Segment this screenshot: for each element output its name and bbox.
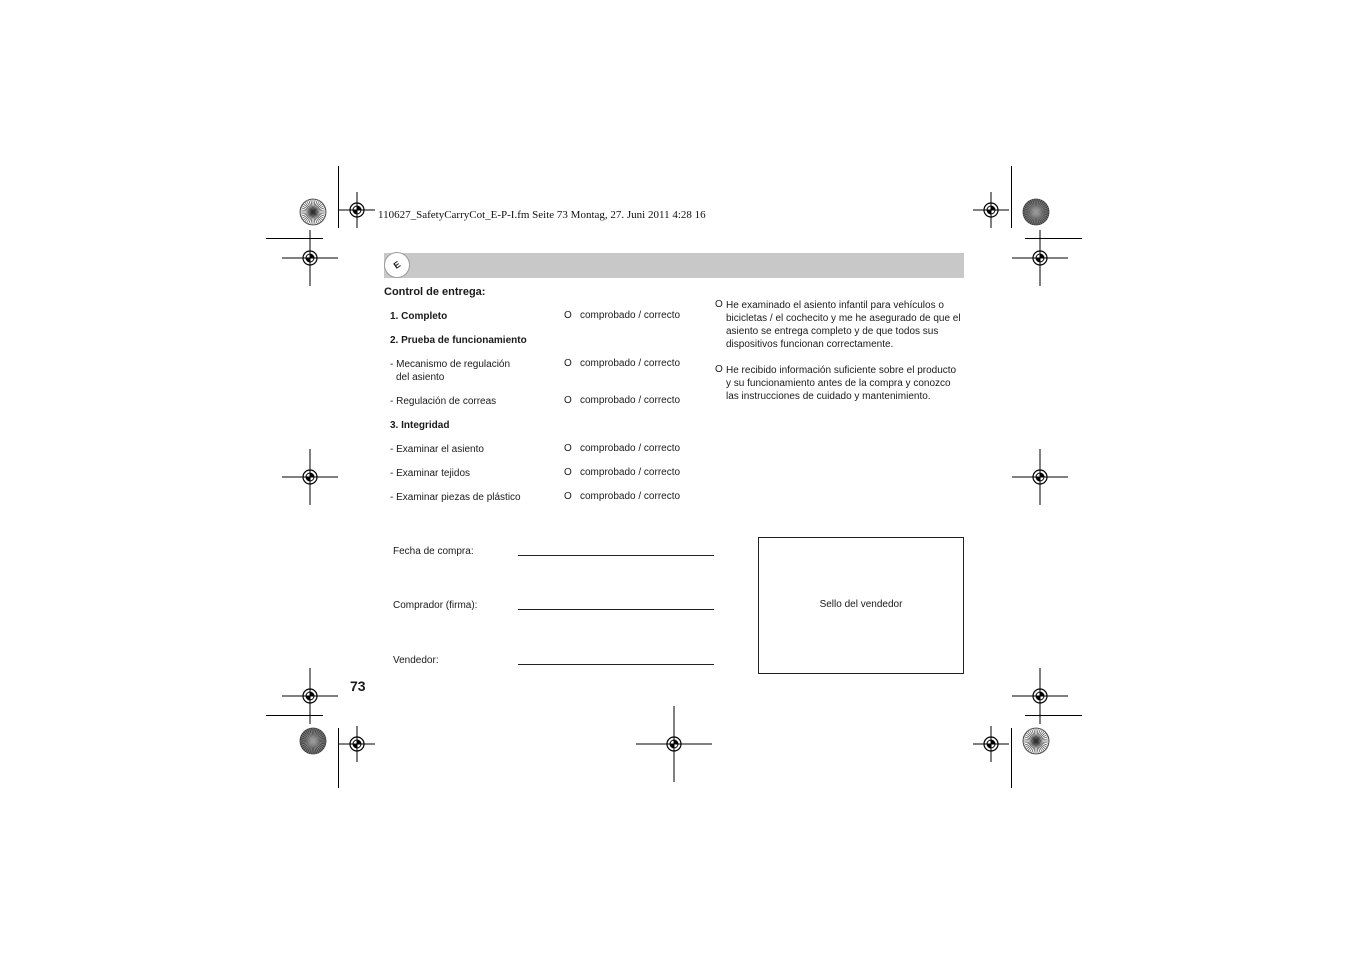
check-item-label: 3. Integridad [390,420,450,431]
statement-line: y su funcionamiento antes de la compra y conozco [726,378,951,389]
starburst-target-icon [1023,199,1049,225]
statement-line: He recibido información suficiente sobre el producto [726,365,957,376]
file-header-line: 110627_SafetyCarryCot_E-P-I.fm Seite 73 Montag, 27. Juni 2011 4:28 16 [378,209,706,221]
signature-line[interactable] [518,555,714,556]
check-item-label: - Regulación de correas [390,396,497,407]
page-number: 73 [350,678,366,694]
checkbox-circle[interactable]: O [564,443,572,454]
statement-checkbox[interactable]: O [715,299,723,310]
statement-line: bicicletas / el cochecito y me he asegurado de que el [726,313,961,324]
checkbox-circle[interactable]: O [564,358,572,369]
crop-line [338,166,339,228]
registration-target-icon [282,230,338,286]
seller-stamp-label: Sello del vendedor [819,599,903,610]
check-item-label: - Examinar tejidos [390,468,471,479]
check-item-label: 2. Prueba de funcionamiento [390,335,527,346]
starburst-target-icon [300,728,326,754]
check-item-label: - Examinar el asiento [390,444,484,455]
check-item-label-continued: del asiento [396,372,445,383]
registration-target-icon [973,192,1009,228]
starburst-target-icon [1023,728,1049,754]
signature-field-label: Comprador (firma): [393,600,478,611]
registration-target-icon [636,706,712,782]
checkbox-text: comprobado / correcto [580,491,681,502]
language-bar [384,253,964,278]
checkbox-circle[interactable]: O [564,310,572,321]
checkbox-circle[interactable]: O [564,395,572,406]
signature-field-label: Fecha de compra: [393,546,474,557]
statement-line: asiento se entrega completo y de que todos sus [726,326,939,337]
checkbox-text: comprobado / correcto [580,395,681,406]
signature-field-label: Vendedor: [393,655,439,666]
language-badge: E [379,247,415,283]
checkbox-circle[interactable]: O [564,491,572,502]
starburst-target-icon [300,199,326,225]
registration-target-icon [1012,449,1068,505]
statement-checkbox[interactable]: O [715,364,723,375]
check-item-label: - Mecanismo de regulación [390,359,511,370]
checkbox-text: comprobado / correcto [580,310,681,321]
checkbox-circle[interactable]: O [564,467,572,478]
crop-line [1011,728,1012,788]
signature-line[interactable] [518,664,714,665]
check-item-label: - Examinar piezas de plástico [390,492,521,503]
check-item-label: 1. Completo [390,311,448,322]
crop-line [1025,715,1082,716]
statement-line: las instrucciones de cuidado y mantenimiento. [726,391,931,402]
checkbox-text: comprobado / correcto [580,443,681,454]
seller-stamp-box [758,537,964,674]
registration-target-icon [1012,230,1068,286]
checkbox-text: comprobado / correcto [580,467,681,478]
registration-target-icon [339,726,375,762]
checkbox-text: comprobado / correcto [580,358,681,369]
registration-target-icon [339,192,375,228]
crop-line [1011,166,1012,228]
registration-target-icon [282,449,338,505]
section-title: Control de entrega: [384,286,486,298]
statement-line: He examinado el asiento infantil para vehículos o [726,300,944,311]
signature-line[interactable] [518,609,714,610]
crop-line [266,715,323,716]
statement-line: dispositivos funcionan correctamente. [726,339,894,350]
registration-target-icon [973,726,1009,762]
